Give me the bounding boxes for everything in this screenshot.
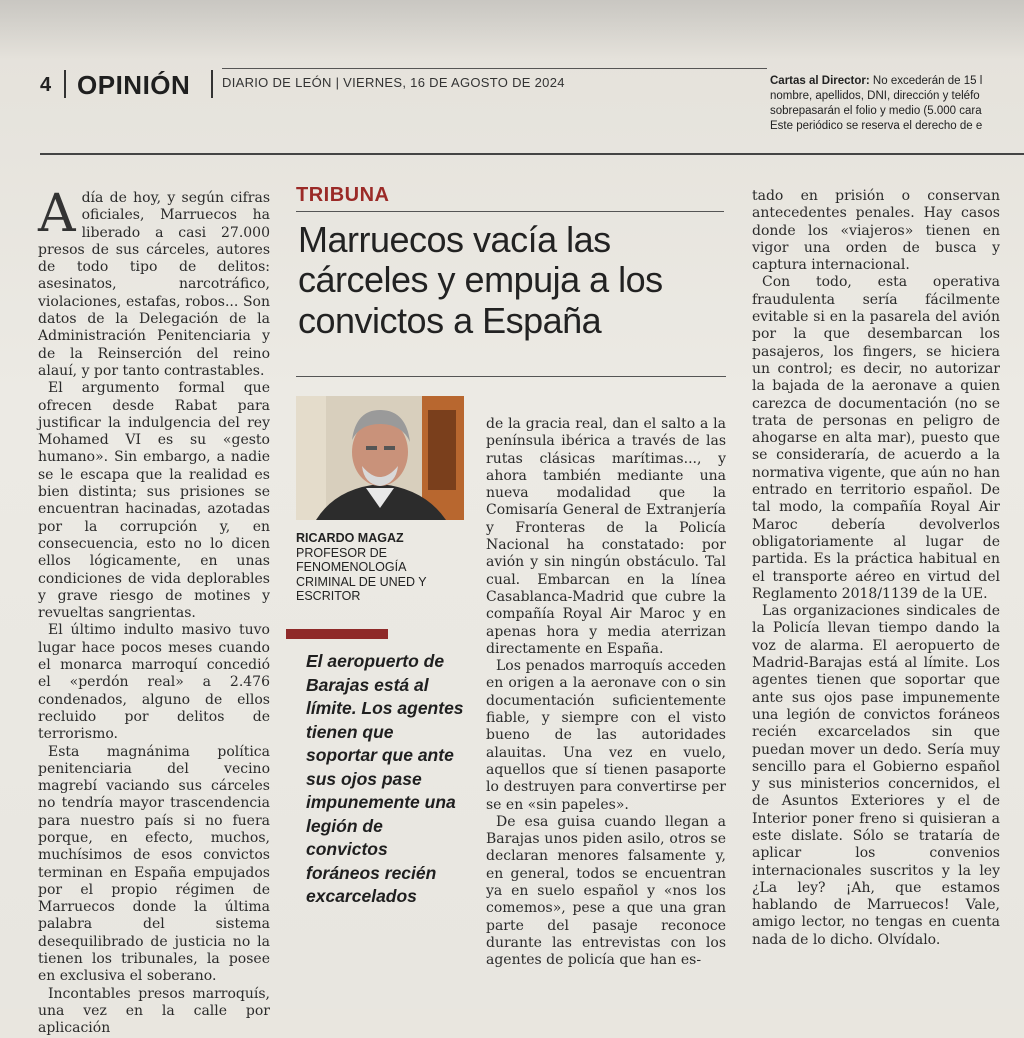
top-shadow bbox=[0, 0, 1024, 60]
paragraph: día de hoy, y según cifras oficiales, Marruecos ha liberado a casi 27.000 presos de sus cárceles, autores de todo tipo de delitos: asesinatos, narcotráfico, violaciones, estafas, robos... Son datos de la Delegación de la Administración Penitenciaria y de la Reinserción del reino alauí, y por tanto contrastables. bbox=[38, 190, 270, 379]
header-top-rule bbox=[222, 68, 767, 69]
section-title: OPINIÓN bbox=[77, 70, 191, 100]
author-role: PROFESOR DE FENOMENOLOGÍA CRIMINAL DE UNED Y ESCRITOR bbox=[296, 545, 427, 603]
article-column-4 bbox=[752, 188, 1000, 949]
author-name: RICARDO MAGAZ bbox=[296, 531, 404, 545]
author-byline bbox=[296, 531, 466, 604]
letters-line: Este periódico se reserva el derecho de e bbox=[770, 120, 983, 132]
header-divider bbox=[64, 70, 66, 98]
letters-line: sobrepasarán el folio y medio (5.000 cara bbox=[770, 105, 982, 117]
paragraph: El último indulto masivo tuvo lugar hace pocos meses cuando el monarca marroquí concedió el «perdón real» a 2.476 condenados, alguno de ellos recluido por delitos de terrorismo. bbox=[38, 622, 270, 743]
article-kicker: TRIBUNA bbox=[296, 184, 390, 206]
headline: Marruecos vacía las cárceles y empuja a los convictos a España bbox=[298, 219, 663, 341]
paragraph: Incontables presos marroquís, una vez en la calle por aplicación bbox=[38, 985, 270, 1037]
dateline: DIARIO DE LEÓN | VIERNES, 16 DE AGOSTO DE 2024 bbox=[222, 75, 565, 90]
paragraph: Esta magnánima política penitenciaria del vecino magrebí vaciando sus cárceles no tendría mayor trascendencia para nuestro país si no fuera porque, en efecto, muchos, muchísimos de esos convictos terminan en España empujados por el propio régimen de Marruecos donde la última palabra del sistema desequilibrado de justicia no la tienen los tribunales, la posee en exclusiva el soberano. bbox=[38, 743, 270, 985]
author-photo bbox=[296, 396, 464, 520]
letters-label: Cartas al Director: bbox=[770, 75, 870, 87]
paragraph: Con todo, esta operativa fraudulenta sería fácilmente evitable si en la pasarela del avión por la que desembarcan los pasajeros, los fingers, se hiciera un control; es decir, no autorizar la bajada de la aeronave a quien carezca de documentación (no se trata de personas en peligro de ahogarse en alta mar), puesto que se consideraría, de acuerdo a la normativa vigente, que aún no han entrado en territorio español. De tal modo, la compañía Royal Air Maroc debería devolverlos obligatoriamente al lugar de partida. Es la práctica habitual en el transporte aéreo en virtud del Reglamento 2018/1139 de la UE. bbox=[752, 274, 1000, 602]
header-rule bbox=[40, 153, 1024, 155]
drop-cap: A bbox=[38, 184, 76, 244]
headline-rule bbox=[296, 376, 726, 377]
pull-quote-accent bbox=[286, 629, 388, 639]
paragraph: Las organizaciones sindicales de la Policía llevan tiempo dando la voz de alarma. El aeropuerto de Madrid-Barajas está al límite. Los agentes tienen que soportar que ante sus ojos pase impunemente una legión de convictos foráneos recién excarcelados sin que puedan mover un dedo. Sería muy sencillo para el Gobierno español y sus ministerios concernidos, el de Asuntos Exteriores y el de Interior poner freno si quisieran a este dislate. Sólo se trataría de aplicar los convenios internacionales suscritos y la ley ¿La ley? ¡Ah, que estamos hablando de Marruecos! Vale, amigo lector, no tengas en cuenta nada de lo dicho. Olvídalo. bbox=[752, 603, 1000, 948]
portrait-illustration bbox=[296, 396, 464, 520]
letters-line: nombre, apellidos, DNI, dirección y teléfo bbox=[770, 90, 980, 102]
pull-quote: El aeropuerto de Barajas está al límite. Los agentes tienen que soportar que ante sus ojos pase impunemente una legión de convictos foráneos recién excarcelados bbox=[306, 651, 464, 906]
article-column-3 bbox=[486, 416, 726, 970]
kicker-rule bbox=[296, 211, 724, 212]
paragraph: Los penados marroquís acceden en origen a la aeronave con o sin documentación suficientemente fiable, y siempre con el visto bueno de las autoridades alauitas. Una vez en vuelo, aquellos que sí tienen pasaporte lo destruyen para convertirse per se en «sin papeles». bbox=[486, 658, 726, 813]
paragraph: El argumento formal que ofrecen desde Rabat para justificar la indulgencia del rey Mohamed VI es su «gesto humano». Sin embargo, a nadie se le escapa que la realidad es bien distinta; sus prisiones se encuentran hacinadas, azotadas por la corrupción y, en consecuencia, esto no lo dicen ellos lógicamente, en unas condiciones de vida deplorables y grave riesgo de motines y revueltas sangrientas. bbox=[38, 380, 270, 622]
paragraph: de la gracia real, dan el salto a la península ibérica a través de las rutas clásicas marítimas..., y ahora también mediante una nueva modalidad que la Comisaría General de Extranjería y Fronteras de la Policía Nacional ha constatado: por avión y sin ningún obstáculo. Tal cual. Embarcan en la línea Casablanca-Madrid que cubre la compañía Royal Air Maroc y en apenas hora y media aterrizan directamente en España. bbox=[486, 416, 726, 657]
letters-notice bbox=[770, 74, 1024, 134]
letters-line: No excederán de 15 l bbox=[872, 75, 983, 87]
paragraph: tado en prisión o conservan antecedentes penales. Hay casos donde los «viajeros» tienen en vigor una orden de busca y captura internacional. bbox=[752, 188, 1000, 274]
article-column-1 bbox=[38, 184, 270, 1038]
paragraph: De esa guisa cuando llegan a Barajas unos piden asilo, otros se declaran menores falsamente y, en general, todos se encuentran ya en suelo español y «nos los comemos», pese a que una gran parte del pasaje reconoce durante las entrevistas con los agentes de policía que han es- bbox=[486, 813, 726, 969]
header-divider bbox=[211, 70, 213, 98]
page-number: 4 bbox=[40, 74, 52, 96]
